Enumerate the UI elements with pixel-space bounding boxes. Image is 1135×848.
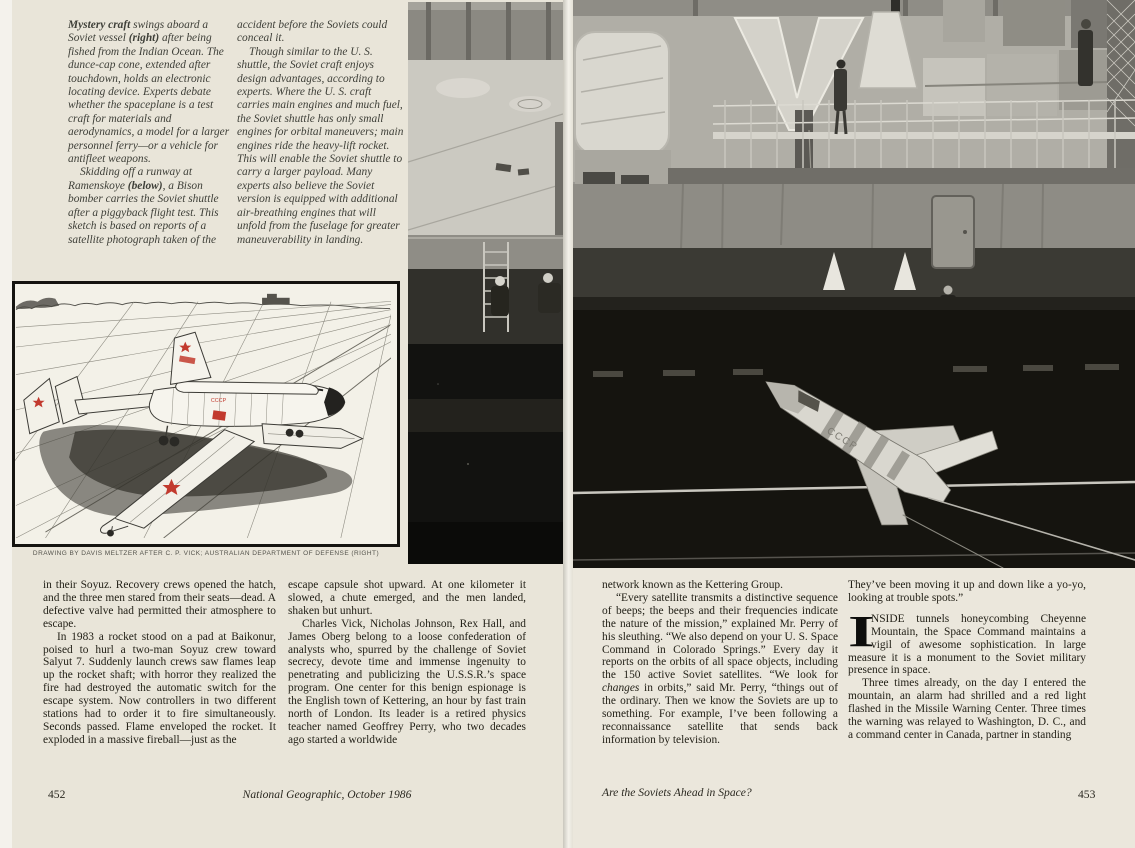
body-paragraph: They’ve been moving it up and down like a yo-yo, looking at trouble spots.” xyxy=(848,579,1086,604)
caption-lead-in: Mystery craft xyxy=(68,19,131,31)
caption-column-2 xyxy=(237,19,405,247)
body-paragraph-with-dropcap: I NSIDE tunnels honeycombing Cheyenne Mountain, the Space Command maintains a vigil of awesome sophistication. In large measure it is a monument to the Soviet military presence in space. xyxy=(848,606,1086,677)
left-page xyxy=(12,0,563,848)
body-paragraph: in their Soyuz. Recovery crews opened the hatch, and the three men stared from their seats—dead. A defective valve had permitted their atmosphere to escape. xyxy=(43,579,276,630)
caption-paragraph: Skidding off a runway at Ramenskoye (below), a Bison bomber carries the Soviet shuttle after a piggyback flight test. This sketch is based on reports of a satellite photograph taken of the xyxy=(68,166,219,246)
body-column-3 xyxy=(602,579,838,793)
recovery-photo xyxy=(573,0,1135,568)
shuttle-marking-text: CCCP xyxy=(210,398,227,405)
recovery-photo-left-strip xyxy=(408,2,563,564)
body-column-2 xyxy=(288,579,526,793)
caption-paragraph: accident before the Soviets could conceal it. xyxy=(237,19,388,45)
emphasized-word: changes xyxy=(602,682,640,695)
folio-center: National Geographic, October 1986 xyxy=(242,788,412,801)
body-paragraph: “Every satellite transmits a distinctive sequence of beeps; the beeps and their frequencies indicate the nature of the mission,” explained Mr. Perry of his sleuthing. “We also depend on your U. S. Space Command in Colorado Springs.” Every day it reports on the orbits of all space objects, including the 150 active Soviet satellites. “We look for changes in orbits,” said Mr. Perry, “things out of the ordinary. Then we know the Soviets are up to something. For example, I’ve been following a reconnaissance satellite that sends back information by television. xyxy=(602,591,838,746)
body-paragraph: escape capsule shot upward. At one kilometer it slowed, a chute emerged, and the men landed, shaken but unhurt. xyxy=(288,579,526,617)
spaceplane-marking-text: CCCP xyxy=(824,425,860,454)
caption-column-1 xyxy=(68,19,236,247)
page-number-right: 453 xyxy=(1078,788,1096,801)
bison-bomber-drawing xyxy=(12,281,400,547)
body-paragraph: In 1983 a rocket stood on a pad at Baikonur, poised to hurl a two-man Soyuz crew toward Salyut 7. Suddenly launch crews saw flames leap up the rocket shaft; with horror they realized the fire had destroyed the automatic switch for the escape system. Now controllers in two different stations had to order it to fire simultaneously. Seconds passed. Flame enveloped the rocket. It exploded in a massive fireball—just as the xyxy=(43,630,276,746)
body-paragraph: Three times already, on the day I entered the mountain, an alarm had shrilled and a red light flashed in the Missile Warning Center. Three times the warning was relayed to Washington, D. C., and a command center in Canada, partner in standing xyxy=(848,677,1086,741)
running-title: Are the Soviets Ahead in Space? xyxy=(602,786,752,799)
bulwark xyxy=(408,2,563,60)
body-column-4 xyxy=(848,579,1086,793)
page-gutter xyxy=(563,0,573,848)
body-paragraph: Charles Vick, Nicholas Johnson, Rex Hall, and James Oberg belong to a loose confederation of analysts who, spurred by the challenge of Soviet secrecy, devote time and immense ingenuity to penetrating and publicizing the U.S.S.R.’s space program. One center for this benign espionage is the English town of Kettering, an hour by fast train north of London. Its leader is a retired physics teacher named Geoffrey Perry, who two decades ago started a worldwide xyxy=(288,617,526,746)
caption-paragraph: Though similar to the U. S. shuttle, the Soviet craft enjoys design advantages, according to experts. Where the U. S. craft carries main engines and much fuel, the Soviet shuttle has only small engines for orbital maneuvers; main engines ride the heavy-lift rocket. This will enable the Soviet shuttle to carry a larger payload. Many experts also believe the Soviet version is equipped with additional air-breathing engines that will unfold from the fuselage for greater maneuverability in landing. xyxy=(237,45,404,246)
bison-bomber-drawing-art xyxy=(15,284,391,538)
deck-machinery xyxy=(923,0,1131,116)
bulkhead-door xyxy=(932,196,974,268)
drawing-credit: DRAWING BY DAVIS MELTZER AFTER C. P. VICK; AUSTRALIAN DEPARTMENT OF DEFENSE (RIGHT) xyxy=(32,550,380,557)
dropcap-initial: I xyxy=(848,606,875,656)
caption-paragraph: Mystery craft swings aboard a Soviet vessel (right) after being fished from the Indian Ocean. The dunce-cap cone, extended after touchdown, holds an electronic locating device. Experts debate whether the spaceplane is a test craft for materials and aerodynamics, a model for a larger personnel ferry—or a vehicle for antifleet weapons. xyxy=(68,19,230,166)
shuttle-body xyxy=(176,381,319,394)
page-number-left: 452 xyxy=(48,788,66,801)
body-paragraph: network known as the Kettering Group. xyxy=(602,579,783,591)
outrigger-wheel xyxy=(107,530,114,537)
right-page xyxy=(573,0,1135,848)
body-column-1 xyxy=(43,579,276,793)
